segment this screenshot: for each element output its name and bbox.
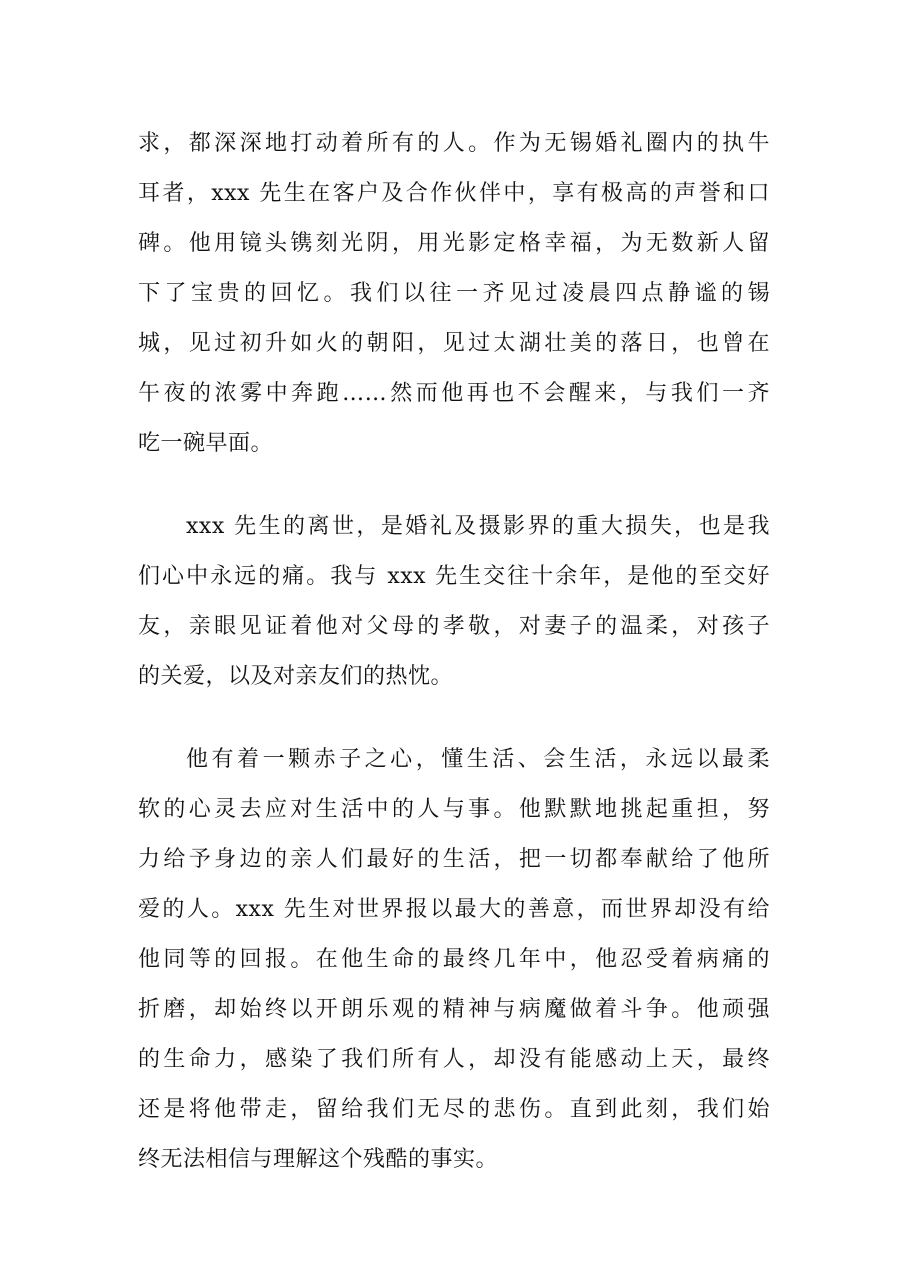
paragraph-line: 的生命力，感染了我们所有人，却没有能感动上天，最终 bbox=[138, 1047, 770, 1072]
paragraph-line: 终无法相信与理解这个残酷的事实。 bbox=[138, 1147, 499, 1172]
paragraph-line: xxx 先生的离世，是婚礼及摄影界的重大损失，也是我 bbox=[186, 514, 770, 539]
paragraph-line: 的关爱，以及对亲友们的热忱。 bbox=[138, 664, 454, 689]
paragraph-spacer bbox=[138, 702, 770, 735]
paragraph-line: 求，都深深地打动着所有的人。作为无锡婚礼圈内的执牛 bbox=[138, 131, 770, 156]
paragraph-line: 城，见过初升如火的朝阳，见过太湖壮美的落日，也曾在 bbox=[138, 331, 770, 356]
paragraph-line: 折磨，却始终以开朗乐观的精神与病魔做着斗争。他顽强 bbox=[138, 997, 770, 1022]
paragraph-line: 耳者，xxx 先生在客户及合作伙伴中，享有极高的声誉和口 bbox=[138, 181, 770, 206]
paragraph-1 bbox=[138, 119, 770, 469]
paragraph-line: 碑。他用镜头镌刻光阴，用光影定格幸福，为无数新人留 bbox=[138, 231, 770, 256]
paragraph-line: 友，亲眼见证着他对父母的孝敬，对妻子的温柔，对孩子 bbox=[138, 614, 770, 639]
paragraph-line: 们心中永远的痛。我与 xxx 先生交往十余年，是他的至交好 bbox=[138, 564, 770, 589]
paragraph-line: 他同等的回报。在他生命的最终几年中，他忍受着病痛的 bbox=[138, 947, 770, 972]
paragraph-line: 下了宝贵的回忆。我们以往一齐见过凌晨四点静谧的锡 bbox=[138, 281, 770, 306]
paragraph-line: 软的心灵去应对生活中的人与事。他默默地挑起重担，努 bbox=[138, 797, 770, 822]
paragraph-line: 他有着一颗赤子之心，懂生活、会生活，永远以最柔 bbox=[186, 747, 770, 772]
paragraph-line: 爱的人。xxx 先生对世界报以最大的善意，而世界却没有给 bbox=[138, 897, 770, 922]
document-body bbox=[138, 119, 770, 1185]
paragraph-3 bbox=[138, 735, 770, 1185]
paragraph-line: 午夜的浓雾中奔跑……然而他再也不会醒来，与我们一齐 bbox=[138, 381, 770, 406]
paragraph-line: 吃一碗早面。 bbox=[138, 431, 274, 456]
paragraph-spacer bbox=[138, 469, 770, 502]
paragraph-2 bbox=[138, 502, 770, 702]
paragraph-line: 还是将他带走，留给我们无尽的悲伤。直到此刻，我们始 bbox=[138, 1097, 770, 1122]
paragraph-line: 力给予身边的亲人们最好的生活，把一切都奉献给了他所 bbox=[138, 847, 770, 872]
